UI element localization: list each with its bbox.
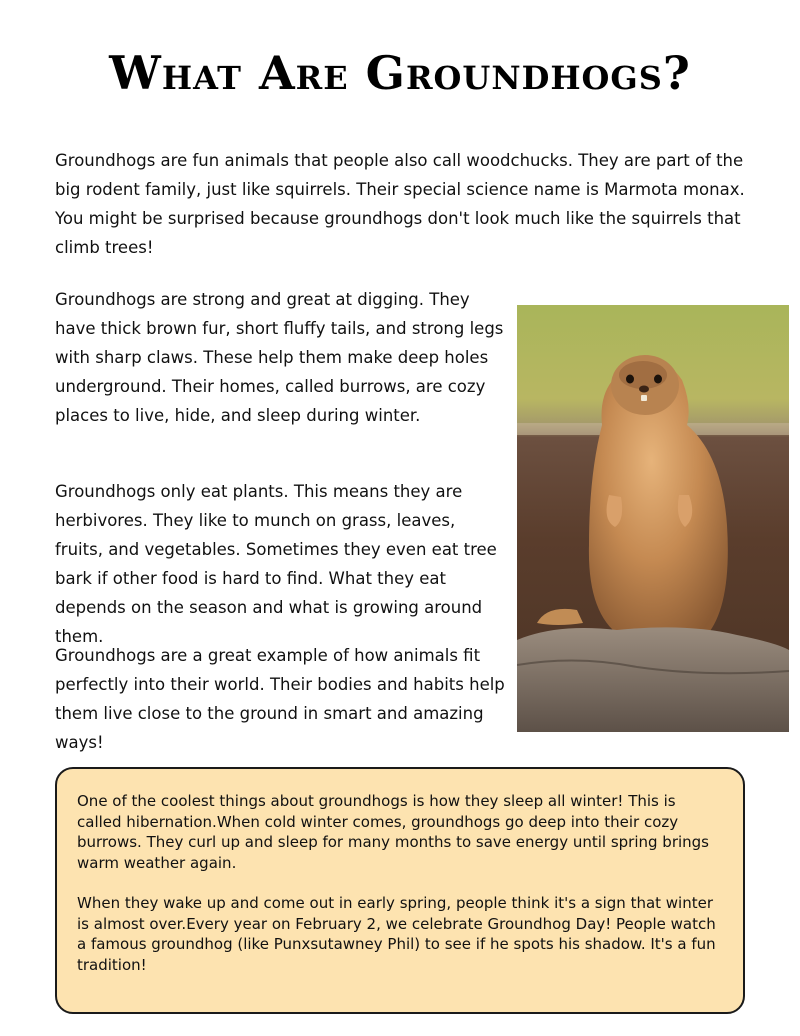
hibernation-callout xyxy=(55,767,745,1014)
adaptation-paragraph: Groundhogs are a great example of how animals fit perfectly into their world. Their bodies and habits help them live close to the ground in smart and amazing ways! xyxy=(55,646,505,752)
callout-paragraph-hibernation: One of the coolest things about groundhogs is how they sleep all winter! This is called hibernation.When cold winter comes, groundhogs go deep into their cozy burrows. They curl up and sleep for many months to save energy until spring brings warm weather again. xyxy=(77,792,709,872)
diet-paragraph: Groundhogs only eat plants. This means they are herbivores. They like to munch on grass, leaves, fruits, and vegetables. Sometimes they even eat tree bark if other food is hard to find. What they eat depends on the season and what is growing around them. xyxy=(55,482,497,646)
intro-paragraph: Groundhogs are fun animals that people also call woodchucks. They are part of the big rodent family, just like squirrels. Their special science name is Marmota monax. You might be surprised because groundhogs don't look much like the squirrels that climb trees! xyxy=(55,151,745,257)
page-title: What Are Groundhogs? xyxy=(109,46,691,100)
groundhog-photo xyxy=(517,305,789,732)
digging-paragraph: Groundhogs are strong and great at digging. They have thick brown fur, short fluffy tails, and strong legs with sharp claws. These help them make deep holes underground. Their homes, called burrows, are cozy places to live, hide, and sleep during winter. xyxy=(55,290,504,425)
callout-paragraph-groundhog-day: When they wake up and come out in early spring, people think it's a sign that winter is almost over.Every year on February 2, we celebrate Groundhog Day! People watch a famous groundhog (like Punxsutawney Phil) to see if he spots his shadow. It's a fun tradition! xyxy=(77,894,716,974)
